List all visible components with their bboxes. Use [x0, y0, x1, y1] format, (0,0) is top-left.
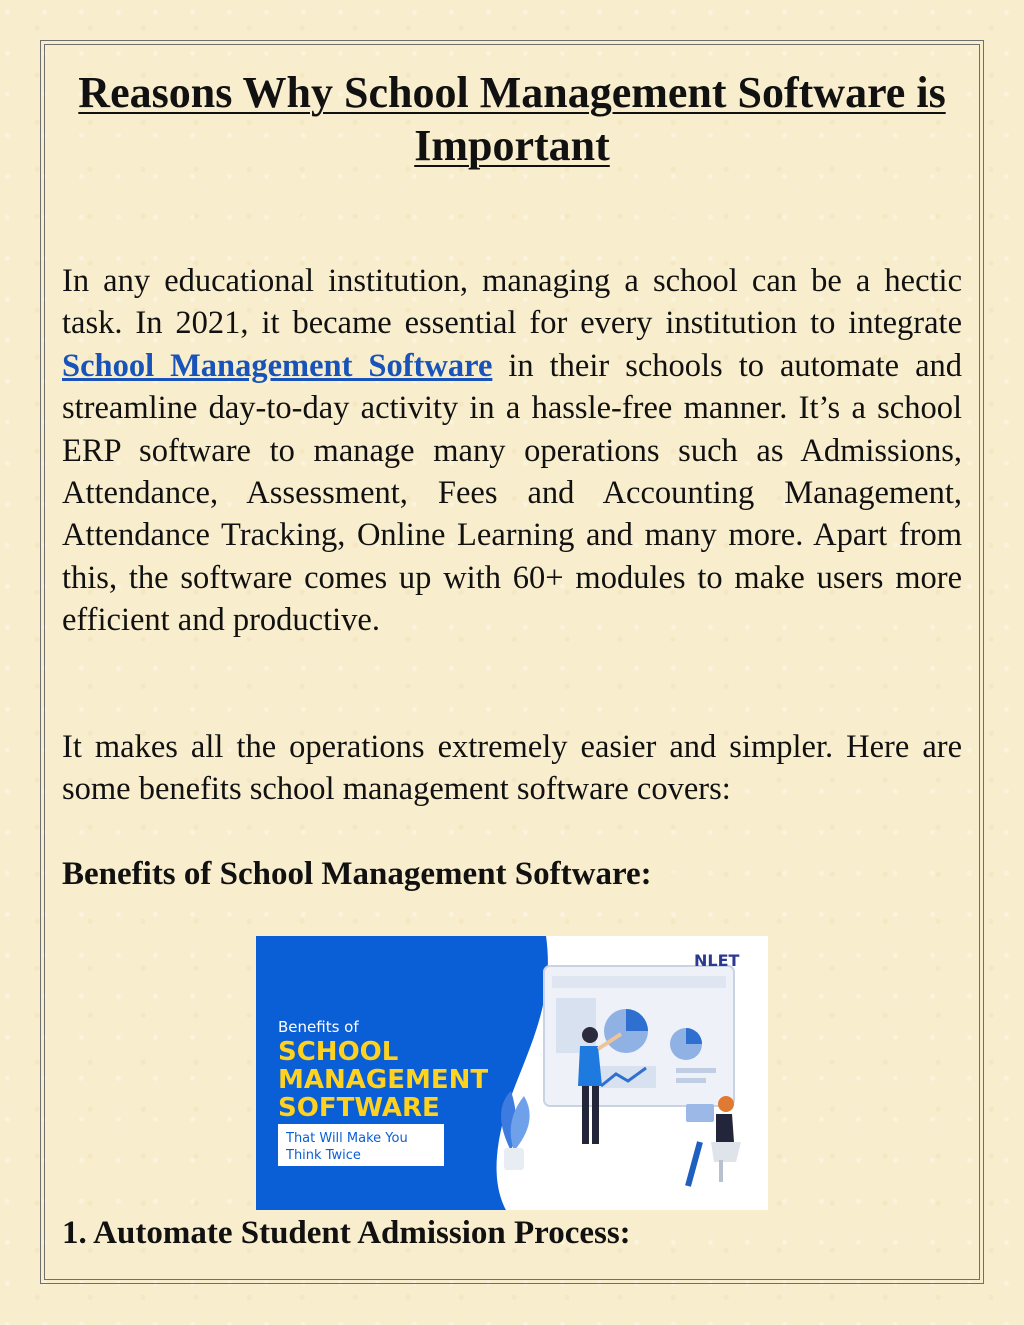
plant-illustration — [501, 1091, 530, 1170]
benefits-heading: Benefits of School Management Software: — [62, 856, 652, 892]
banner-line-1: SCHOOL — [278, 1037, 399, 1067]
section-1-heading: 1. Automate Student Admission Process: — [62, 1215, 631, 1251]
logo-text: NLET — [694, 951, 740, 970]
page-title: Reasons Why School Management Software is Important — [78, 68, 946, 170]
dashboard-illustration — [544, 966, 734, 1106]
nlet-logo — [694, 951, 740, 970]
banner-tagline-2: Think Twice — [286, 1148, 361, 1163]
school-management-software-link[interactable]: School Management Software — [62, 347, 493, 384]
benefits-banner-image — [256, 936, 768, 1210]
banner-tagline-1: That Will Make You — [286, 1131, 408, 1146]
intro-text-start: In any educational institution, managing a school can be a hectic task. In 2021, it became essential for every institution to integrate — [62, 263, 962, 342]
benefits-intro-paragraph: It makes all the operations extremely easier and simpler. Here are some benefits school management software covers: — [62, 729, 962, 808]
intro-text-end: in their schools to automate and streamline day-to-day activity in a hassle-free manner. It’s a school ERP software to manage many operations such as Admissions, Attendance, Assessment, Fees and Accounting Management, Attendance Tracking, Online Learning and many more. Apart from this, the software comes up with 60+ modules to make users more efficient and productive. — [62, 347, 962, 639]
intro-paragraph — [62, 260, 962, 642]
banner-line-3: SOFTWARE — [278, 1093, 440, 1123]
banner-graphic — [256, 936, 768, 1210]
banner-kicker: Benefits of — [278, 1018, 359, 1036]
seated-figure — [686, 1096, 741, 1186]
banner-line-2: MANAGEMENT — [278, 1065, 489, 1095]
